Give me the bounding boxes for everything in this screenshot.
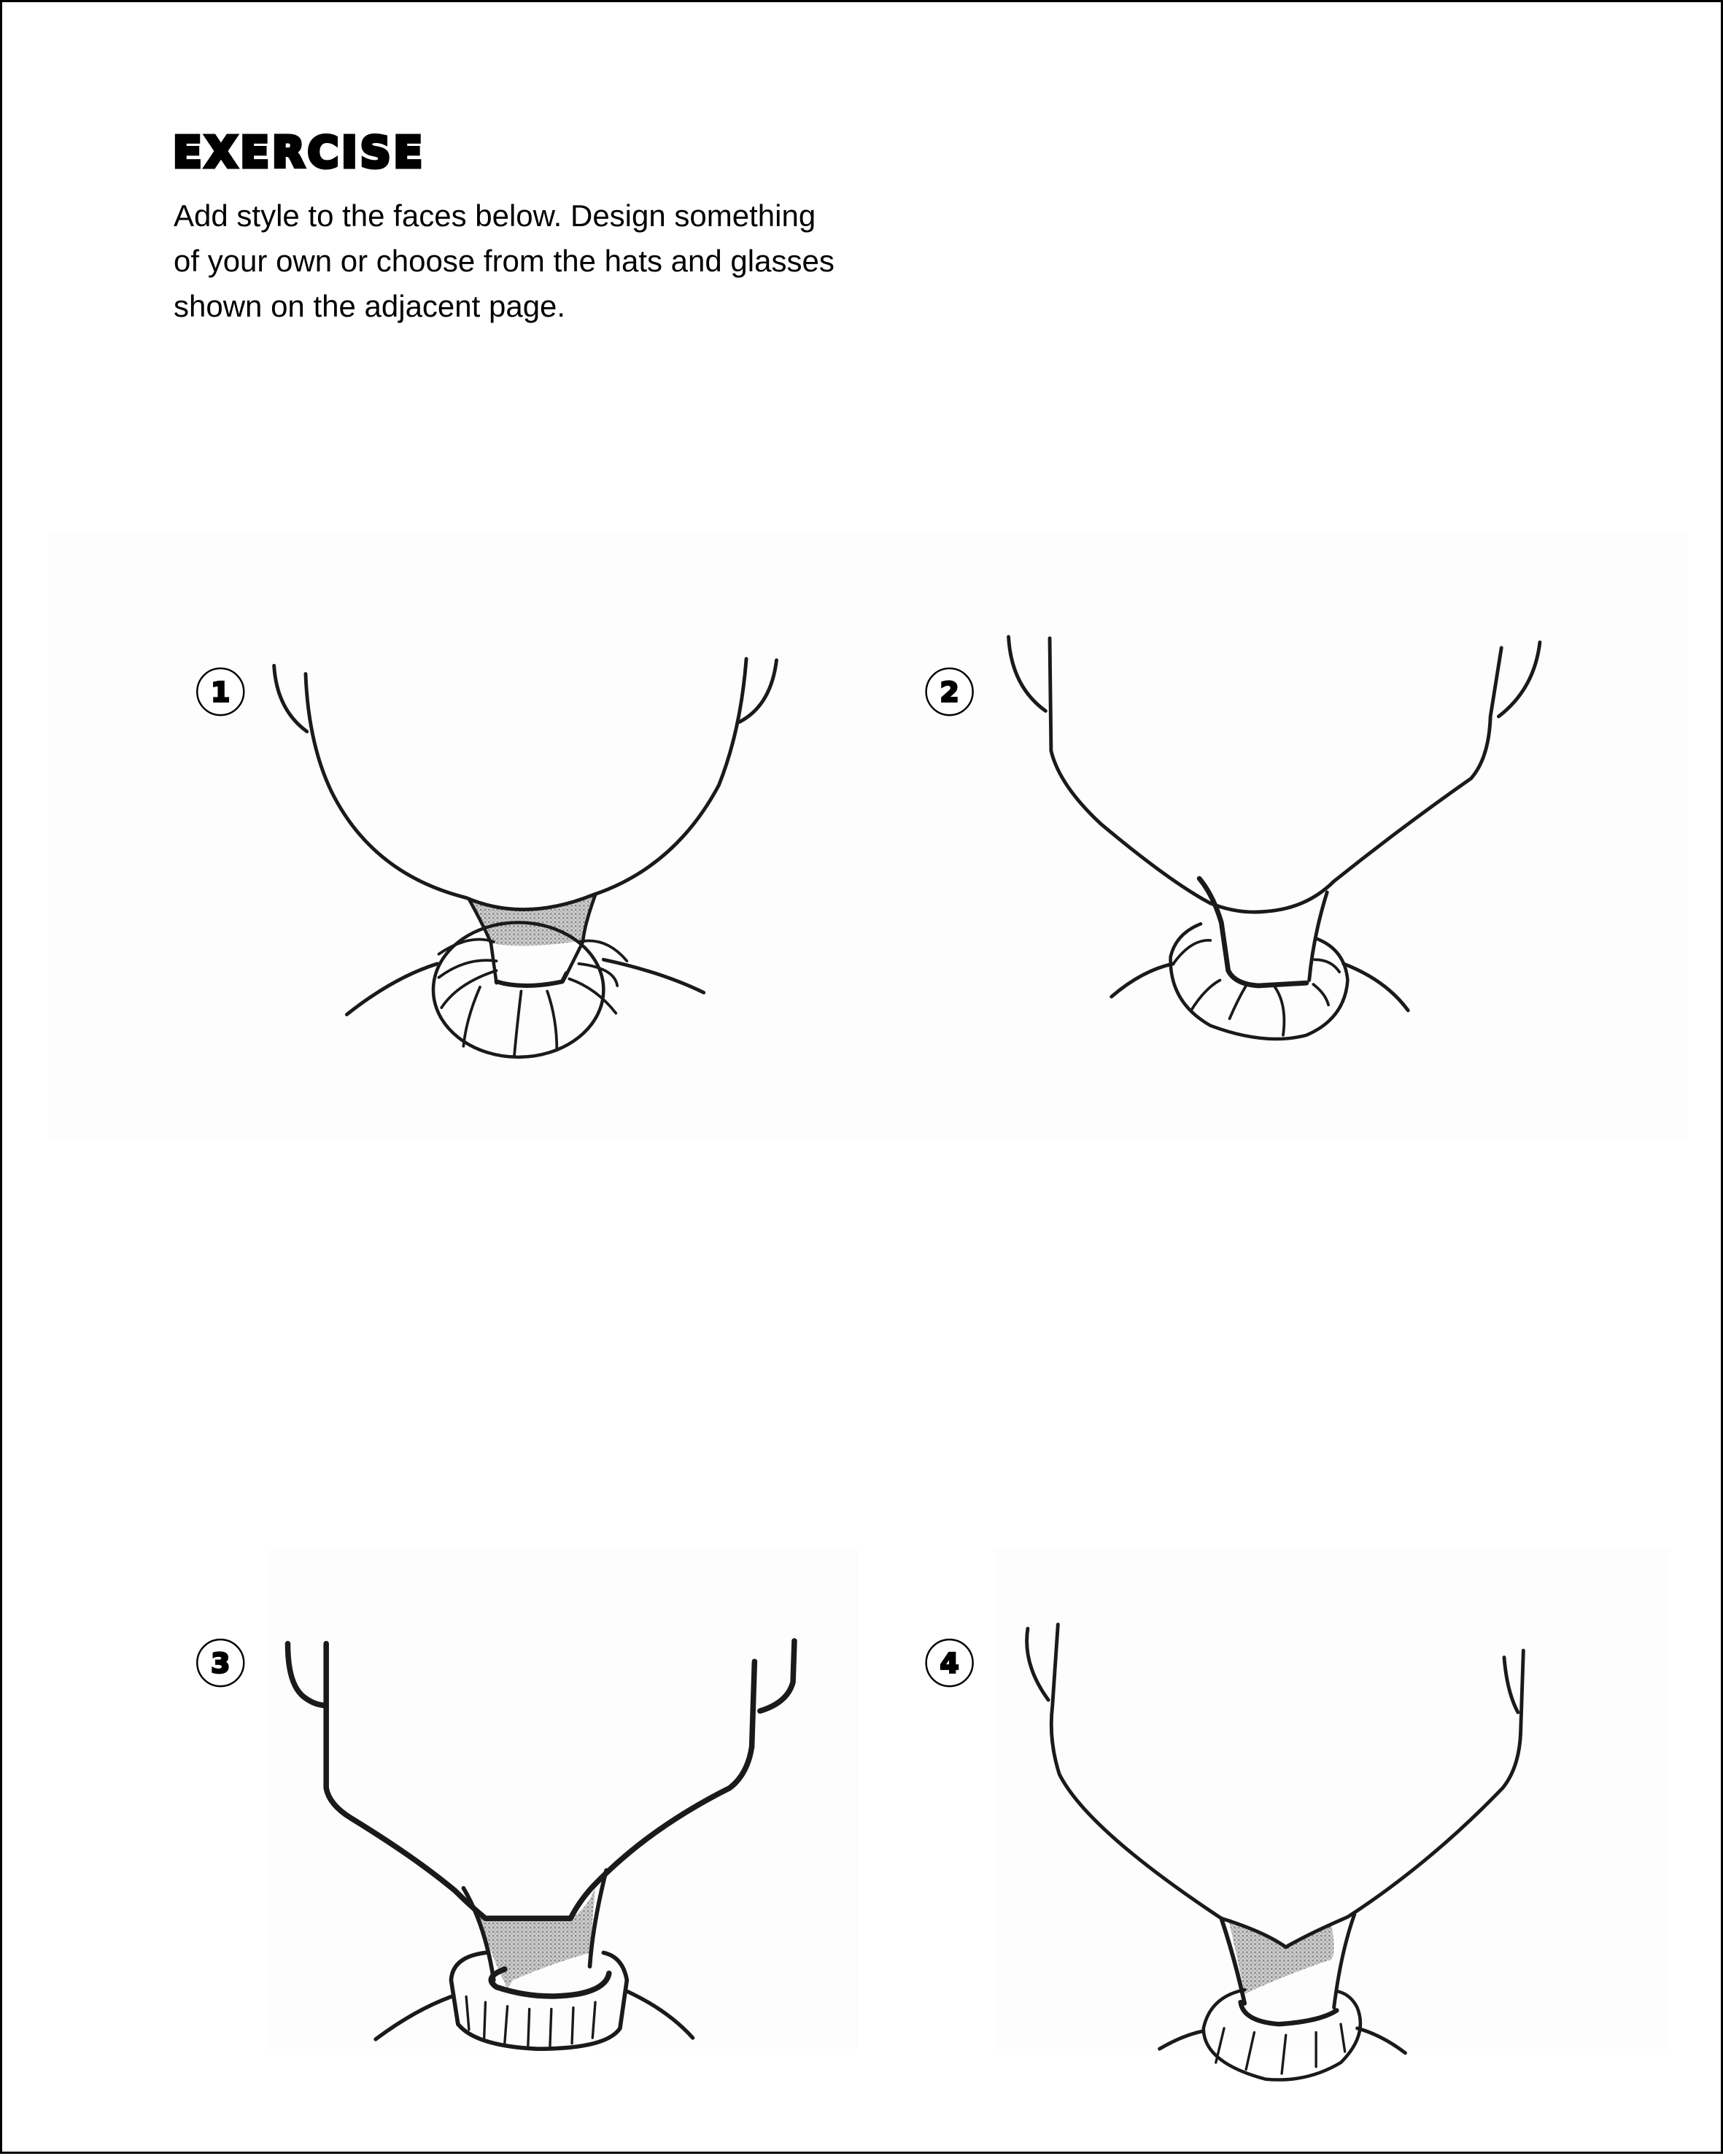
figure-1-number-badge: [197, 668, 244, 715]
figure-3-number: 3: [211, 1647, 231, 1680]
face-drawings: [2, 2, 1723, 2156]
instructions-line-3: shown on the adjacent page.: [174, 289, 566, 323]
instructions-line-1: Add style to the faces below. Design something: [174, 198, 816, 233]
figure-3-number-badge: [197, 1639, 244, 1686]
figure-3-head-outline: [326, 1644, 754, 1919]
figure-1-head-outline: [306, 659, 746, 910]
figure-2-number: 2: [940, 676, 959, 708]
figure-3-drawing[interactable]: [197, 1639, 794, 2049]
figure-4-number-badge: [926, 1639, 973, 1686]
figure-2-head-outline: [1050, 638, 1501, 912]
figure-1-number: 1: [211, 676, 231, 708]
figure-4-drawing[interactable]: [926, 1624, 1524, 2079]
figure-2-number-badge: [926, 668, 973, 715]
instructions-line-2: of your own or choose from the hats and glasses: [174, 244, 835, 278]
figure-2-drawing[interactable]: [926, 637, 1540, 1039]
figure-1-drawing[interactable]: [197, 659, 776, 1057]
figure-4-number: 4: [940, 1647, 959, 1680]
exercise-heading: EXERCISE: [173, 126, 426, 178]
figure-4-head-outline: [1051, 1624, 1523, 1947]
